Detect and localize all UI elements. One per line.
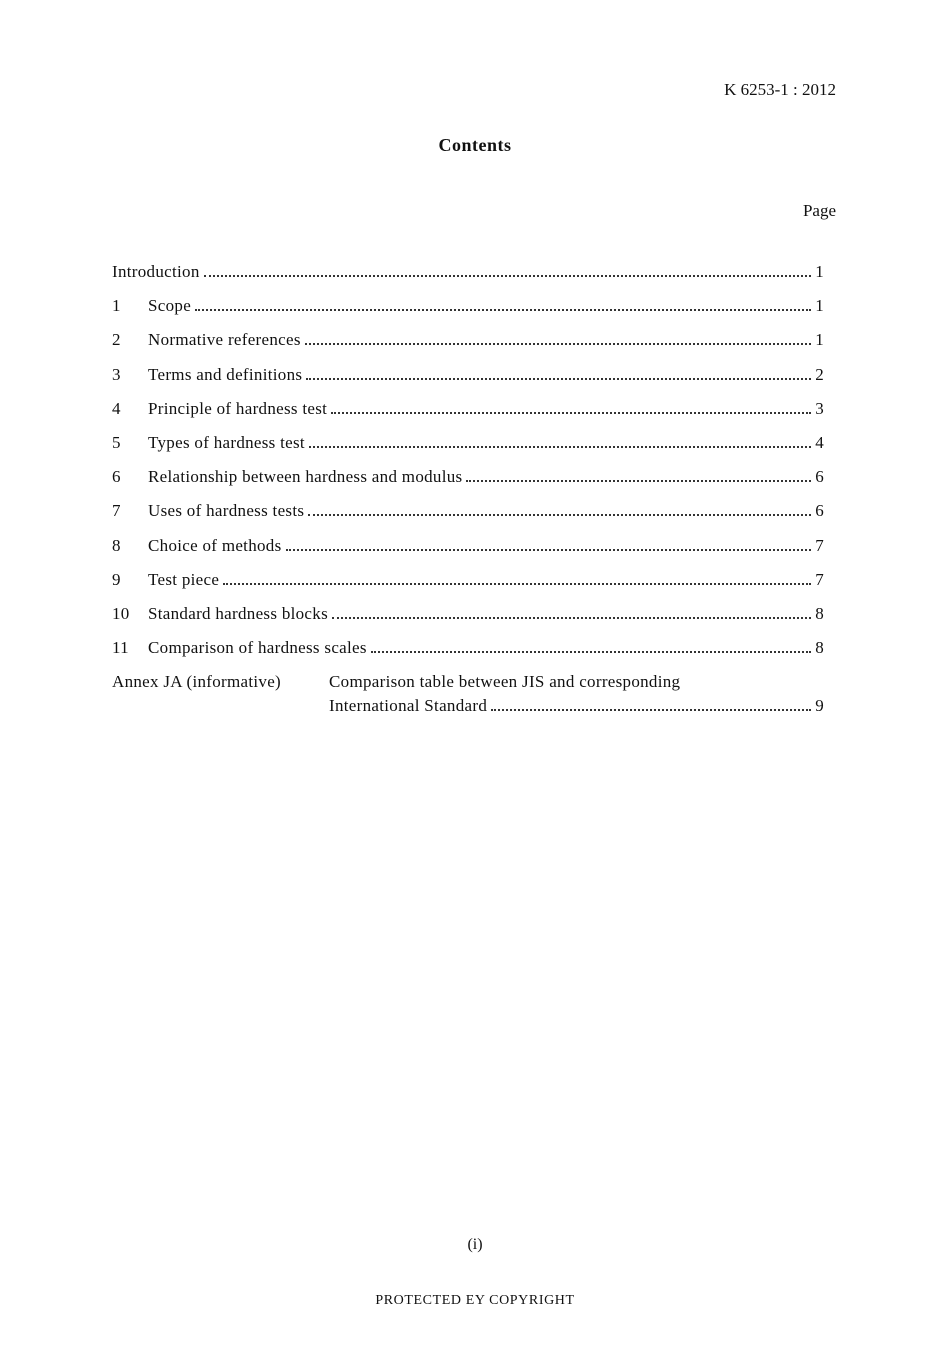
- toc-entry-standard-blocks[interactable]: [112, 604, 824, 638]
- toc-entry-page: 7: [815, 535, 824, 555]
- dot-leader: [332, 617, 811, 619]
- toc-entry-label: Relationship between hardness and modulus: [148, 467, 463, 487]
- toc-entry-page: 1: [815, 262, 824, 281]
- toc-entry-number: 2: [112, 330, 121, 350]
- dot-leader: [305, 343, 811, 345]
- toc-entry-types[interactable]: [112, 433, 824, 467]
- toc-entry-page: 7: [815, 569, 824, 589]
- toc-entry-choice-of-methods[interactable]: [112, 536, 824, 570]
- toc-entry-page: 9: [815, 696, 824, 716]
- dot-leader: [286, 549, 812, 551]
- page-folio: (i): [467, 1236, 483, 1253]
- toc-entry-number: 10: [112, 603, 130, 623]
- toc-entry-terms-and-definitions[interactable]: [112, 365, 824, 399]
- dot-leader: [195, 309, 811, 311]
- copyright-notice: PROTECTED EY COPYRIGHT: [375, 1293, 575, 1308]
- toc-entry-page: 2: [815, 364, 824, 384]
- toc-entry-normative-references[interactable]: [112, 330, 824, 364]
- toc-entry-label: Types of hardness test: [148, 432, 305, 452]
- toc-entry-number: 1: [112, 296, 121, 316]
- toc-entry-comparison[interactable]: [112, 638, 824, 672]
- dot-leader: [306, 378, 811, 380]
- toc-entry-label: Uses of hardness tests: [148, 501, 305, 521]
- document-id: K 6253-1 : 2012: [724, 80, 836, 99]
- toc-entry-label: Choice of methods: [148, 535, 282, 555]
- annex-prefix: Annex JA (informative): [112, 672, 282, 692]
- toc-entry-label: Introduction: [112, 262, 200, 281]
- page-column-heading: Page: [802, 201, 836, 220]
- toc-entry-label: Principle of hardness test: [148, 398, 328, 418]
- toc-entry-number: 7: [112, 501, 121, 521]
- dot-leader: [204, 275, 812, 277]
- toc-entry-introduction[interactable]: [112, 262, 824, 296]
- annex-title-line2: International Standard: [329, 696, 488, 716]
- toc-entry-scope[interactable]: [112, 296, 824, 330]
- toc-entry-page: 3: [815, 398, 824, 418]
- toc-entry-test-piece[interactable]: [112, 570, 824, 604]
- toc-entry-label: Terms and definitions: [148, 364, 303, 384]
- toc-entry-principle[interactable]: [112, 399, 824, 433]
- dot-leader: [491, 709, 811, 711]
- toc-entry-number: 5: [112, 432, 121, 452]
- annex-title-line2-row: [329, 696, 824, 716]
- toc-entry-page: 8: [815, 603, 824, 623]
- toc-entry-page: 4: [815, 432, 824, 452]
- dot-leader: [331, 412, 811, 414]
- toc-entry-label: Normative references: [148, 330, 301, 350]
- table-of-contents: [112, 262, 824, 716]
- toc-entry-number: 6: [112, 467, 121, 487]
- toc-entry-number: 8: [112, 535, 121, 555]
- toc-entry-number: 11: [112, 638, 129, 658]
- dot-leader: [223, 583, 811, 585]
- toc-entry-page: 1: [815, 296, 824, 316]
- dot-leader: [309, 446, 811, 448]
- toc-entry-label: Scope: [148, 296, 192, 316]
- toc-entry-annex-ja[interactable]: [112, 672, 824, 716]
- toc-entry-uses[interactable]: [112, 501, 824, 535]
- toc-entry-label: Comparison of hardness scales: [148, 638, 367, 658]
- page-title: Contents: [438, 135, 512, 155]
- dot-leader: [466, 480, 811, 482]
- annex-title-block: [329, 672, 824, 716]
- annex-title-line1: Comparison table between JIS and corresponding: [329, 672, 681, 692]
- dot-leader: [308, 514, 811, 516]
- toc-entry-number: 4: [112, 398, 121, 418]
- toc-entry-page: 6: [815, 501, 824, 521]
- toc-entry-label: Standard hardness blocks: [148, 603, 328, 623]
- toc-entry-number: 9: [112, 569, 121, 589]
- toc-entry-label: Test piece: [148, 569, 220, 589]
- toc-entry-page: 8: [815, 638, 824, 658]
- dot-leader: [371, 651, 811, 653]
- toc-entry-number: 3: [112, 364, 121, 384]
- toc-entry-page: 6: [815, 467, 824, 487]
- toc-entry-relationship[interactable]: [112, 467, 824, 501]
- toc-entry-page: 1: [815, 330, 824, 350]
